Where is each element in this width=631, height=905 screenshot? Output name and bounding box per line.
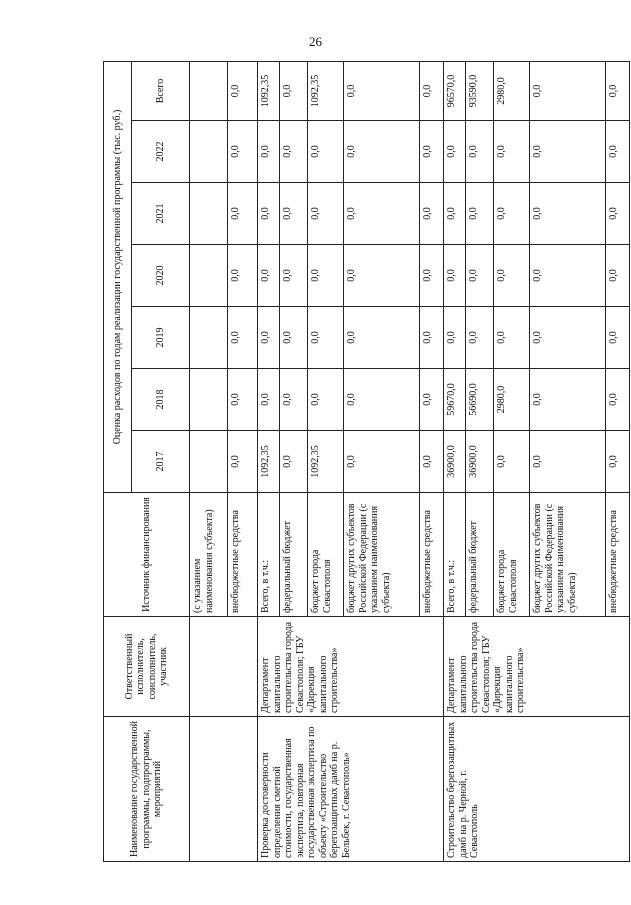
value-cell: 0,0 [280, 121, 308, 183]
value-cell: 0,0 [344, 431, 420, 493]
value-cell: 0,0 [466, 121, 494, 183]
value-cell: 0,0 [420, 307, 444, 369]
value-cell: 0,0 [258, 307, 280, 369]
value-cell: 0,0 [444, 183, 466, 245]
table-row [444, 61, 466, 861]
header-estimate: Оценка расходов по годам реализации государственной программы (тыс. руб.) [104, 61, 132, 492]
source-cell: Всего, в т.ч.: [444, 493, 466, 617]
value-cell: 0,0 [494, 183, 530, 245]
value-cell: 36900,0 [444, 431, 466, 493]
source-cell: внебюджетные средства [606, 493, 630, 617]
value-cell: 0,0 [344, 245, 420, 307]
value-cell: 0,0 [258, 121, 280, 183]
value-cell: 0,0 [308, 121, 344, 183]
value-cell: 0,0 [228, 121, 258, 183]
value-cell: 0,0 [420, 245, 444, 307]
value-cell: 0,0 [466, 307, 494, 369]
header-year: 2021 [132, 183, 190, 245]
value-cell: 0,0 [228, 307, 258, 369]
value-cell: 0,0 [344, 183, 420, 245]
value-cell: 0,0 [280, 431, 308, 493]
value-cell [190, 183, 228, 245]
value-cell: 0,0 [308, 245, 344, 307]
value-cell: 0,0 [494, 431, 530, 493]
value-cell: 0,0 [228, 369, 258, 431]
table-body [190, 61, 630, 861]
value-cell: 36900,0 [466, 431, 494, 493]
value-cell: 56690,0 [466, 369, 494, 431]
value-total: 1092,35 [308, 61, 344, 120]
value-cell [190, 121, 228, 183]
measure-name-cell: Строительство берегозащитных дамб на р. Черной, г. Севастополь [444, 717, 630, 862]
value-cell: 0,0 [606, 245, 630, 307]
value-cell: 0,0 [494, 121, 530, 183]
continued-executor-cell [190, 617, 258, 717]
value-cell: 0,0 [228, 183, 258, 245]
source-cell: бюджет других субъектов Российской Федерации (с указанием наименования субъекта) [344, 493, 420, 617]
source-cell: внебюджетные средства [420, 493, 444, 617]
executor-cell: Департамент капитального строительства города Севастополя; ГБУ «Дирекция капитального строительства» [444, 617, 630, 717]
value-cell: 0,0 [530, 121, 606, 183]
value-total: 0,0 [280, 61, 308, 120]
continued-name-cell [190, 717, 258, 862]
value-total: 2980,0 [494, 61, 530, 120]
budget-table [103, 61, 630, 862]
value-cell: 0,0 [344, 307, 420, 369]
header-year: 2019 [132, 307, 190, 369]
value-cell: 0,0 [606, 183, 630, 245]
source-cell: бюджет других субъектов Российской Федерации (с указанием наименования субъекта) [530, 493, 606, 617]
header-year: 2022 [132, 121, 190, 183]
value-total: 0,0 [420, 61, 444, 120]
value-cell: 0,0 [444, 121, 466, 183]
value-cell: 1092,35 [258, 431, 280, 493]
value-total: 0,0 [606, 61, 630, 120]
value-cell: 0,0 [606, 307, 630, 369]
value-cell: 0,0 [530, 307, 606, 369]
value-cell: 59670,0 [444, 369, 466, 431]
rotated-table-frame [103, 62, 619, 862]
value-cell: 0,0 [466, 245, 494, 307]
source-cell: федеральный бюджет [280, 493, 308, 617]
value-cell: 0,0 [530, 183, 606, 245]
value-cell: 0,0 [606, 369, 630, 431]
value-cell [190, 431, 228, 493]
header-name: Наименование государственной программы, подпрограммы, мероприятий [104, 717, 190, 862]
value-cell: 0,0 [530, 245, 606, 307]
value-cell: 0,0 [258, 369, 280, 431]
value-cell: 1092,35 [308, 431, 344, 493]
value-cell: 0,0 [228, 245, 258, 307]
value-total: 0,0 [530, 61, 606, 120]
source-cell: (с указанием наименования субъекта) [190, 493, 228, 617]
value-cell: 0,0 [420, 121, 444, 183]
value-cell: 0,0 [308, 183, 344, 245]
value-cell: 0,0 [344, 121, 420, 183]
value-cell: 0,0 [444, 245, 466, 307]
header-total: Всего [132, 61, 190, 120]
value-cell: 0,0 [280, 369, 308, 431]
header-executor: Ответственный исполнитель, соисполнитель, участник [104, 617, 190, 717]
source-cell: федеральный бюджет [466, 493, 494, 617]
value-cell: 0,0 [280, 183, 308, 245]
value-total: 1092,35 [258, 61, 280, 120]
value-cell [190, 245, 228, 307]
value-cell [190, 369, 228, 431]
value-cell: 0,0 [530, 431, 606, 493]
value-cell: 0,0 [420, 369, 444, 431]
source-cell: бюджет города Севастополя [494, 493, 530, 617]
header-source: Источник финансирования [104, 493, 190, 617]
value-cell [190, 307, 228, 369]
table-row [258, 61, 280, 861]
value-total: 0,0 [228, 61, 258, 120]
value-cell: 0,0 [280, 245, 308, 307]
value-cell: 0,0 [420, 183, 444, 245]
value-cell: 0,0 [420, 431, 444, 493]
value-cell: 0,0 [494, 307, 530, 369]
value-cell: 0,0 [494, 245, 530, 307]
value-total: 0,0 [344, 61, 420, 120]
value-cell: 0,0 [258, 245, 280, 307]
value-total: 96570,0 [444, 61, 466, 120]
rotated-table-viewport [103, 62, 619, 862]
source-cell: внебюджетные средства [228, 493, 258, 617]
value-cell: 0,0 [466, 183, 494, 245]
value-cell: 2980,0 [494, 369, 530, 431]
value-cell: 0,0 [444, 307, 466, 369]
value-cell: 0,0 [308, 307, 344, 369]
value-cell: 0,0 [606, 121, 630, 183]
executor-cell: Департамент капитального строительства города Севастополя; ГБУ «Дирекция капитального строительства» [258, 617, 444, 717]
page-number: 26 [309, 34, 322, 49]
value-cell: 0,0 [228, 431, 258, 493]
table-row [190, 61, 228, 861]
measure-name-cell: Проверка достоверности определения сметной стоимости, государственная экспертиза, повторная государственная экспертиза по объекту «Строительство берегозащитных дамб на р. Бельбек, г. Севастополь» [258, 717, 444, 862]
header-year: 2018 [132, 369, 190, 431]
value-cell: 0,0 [258, 183, 280, 245]
value-cell: 0,0 [344, 369, 420, 431]
source-cell: Всего, в т.ч.: [258, 493, 280, 617]
value-total: 93590,0 [466, 61, 494, 120]
value-total [190, 61, 228, 120]
value-cell: 0,0 [280, 307, 308, 369]
header-year: 2017 [132, 431, 190, 493]
value-cell: 0,0 [530, 369, 606, 431]
value-cell: 0,0 [308, 369, 344, 431]
source-cell: бюджет города Севастополя [308, 493, 344, 617]
value-cell: 0,0 [606, 431, 630, 493]
header-year: 2020 [132, 245, 190, 307]
